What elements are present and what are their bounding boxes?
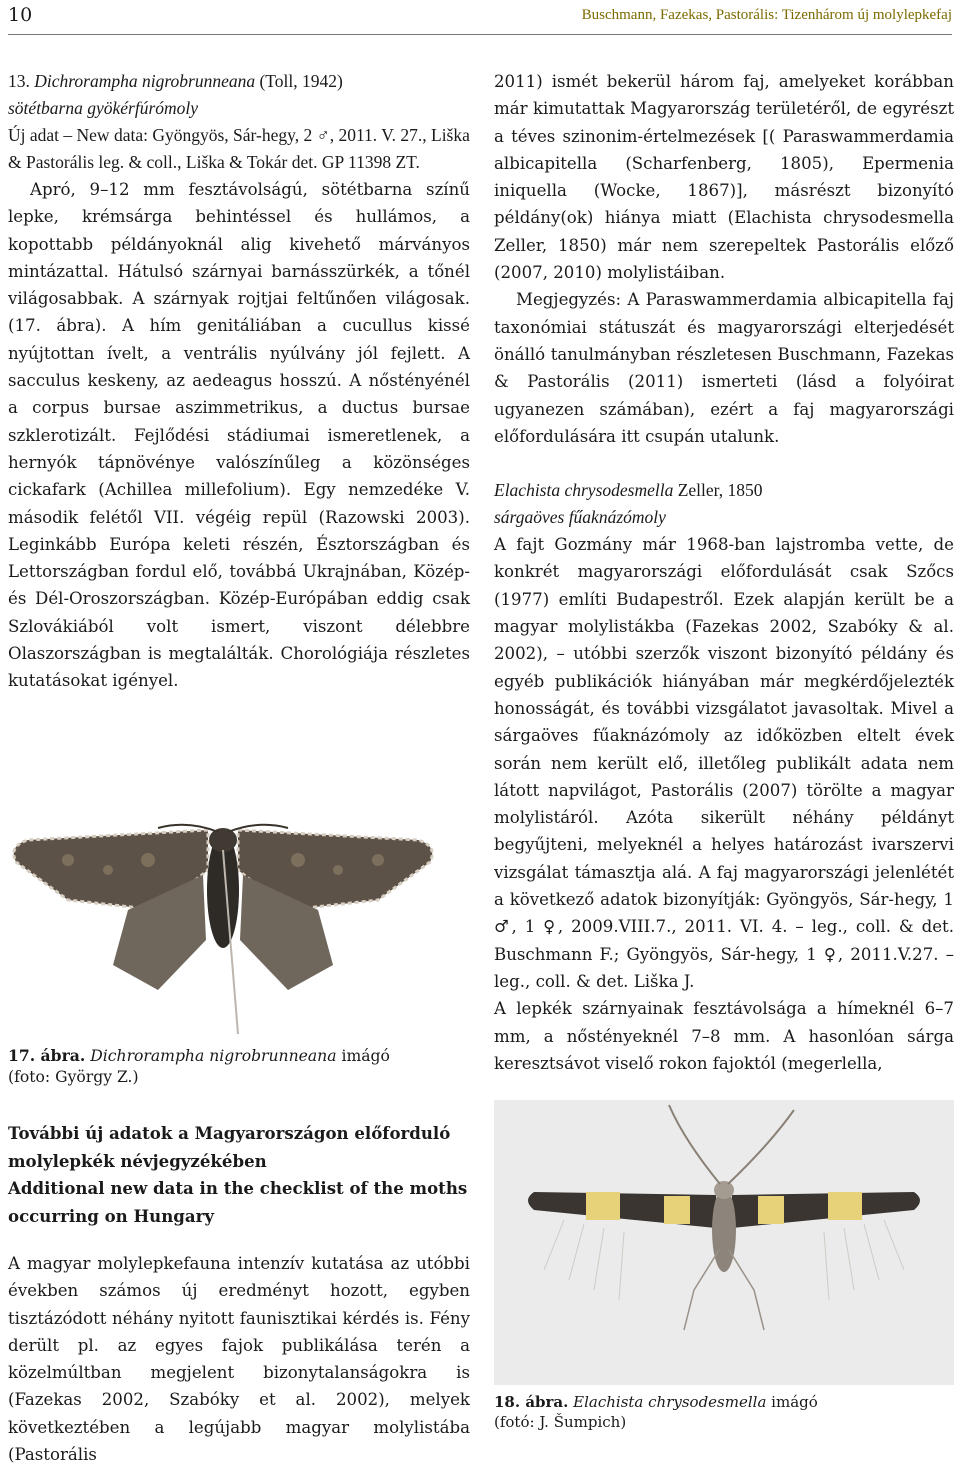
right-paragraph-1: 2011) ismét bekerül három faj, amelyeket korábban már kimutattak Magyarország területéről, de egyrészt a téves szinonim-értelmezések [( Paraswammerdamia albicapitella (Scharfenberg, 1805), Epermenia iniquella (Wocke, 1867)], másrészt bizonyító példány(ok) hiánya miatt (Elachista chrysodesmella Zeller, 1850) már nem szerepeltek Pastorális előző (2007, 2010) molylistáiban. bbox=[494, 72, 954, 283]
right-paragraph-4: A lepkék szárnyainak fesztávolsága a hímeknél 6–7 mm, a nőstényeknél 7–8 mm. A hasonlóan sárga keresztsávot viselő rokon fajoktól (megerlella, bbox=[494, 999, 954, 1073]
species-number: 13. bbox=[8, 71, 30, 91]
species-description: Apró, 9–12 mm fesztávolságú, sötétbarna színű lepke, krémsárga behintéssel és hullámos, a kopottabb példányoknál alig kivehető márványos mintázattal. Hátulsó szárnyai barnásszürkék, a tőnél világosabbak. A szárnyak rojtjai feltűnően világosak. (17. ábra). A hím genitáliában a cucullus kissé nyújtottan ívelt, a ventrális nyúlvány jól fejlett. A sacculus keskeny, az aedeagus hosszú. A nőstényénél a corpus bursae aszimmetrikus, a ductus bursae szklerotizált. Fejlődési stádiumai ismeretlenek, a hernyók tápnövénye valószínűleg a közönséges cickafark (Achillea millefolium). Egy nemzedéke V. második felétől VII. végéig repül (Razowski 2003). Leginkább Európa keleti részén, Észtországban és Lettországban fordul elő, továbbá Ukrajnában, Közép- és Dél-Oroszországban. Közép-Európában eddig csak Szlovákiából volt ismert, viszont délebbre Olaszországban is megtalálták. Chorológiája részletes kutatásokat igényel. bbox=[8, 180, 470, 691]
elachista-latin-name: Elachista chrysodesmella bbox=[494, 480, 674, 501]
page-number: 10 bbox=[8, 4, 33, 26]
figure-17-credit: (foto: György Z.) bbox=[8, 1068, 139, 1086]
elachista-common-name: sárgaöves fűaknázómoly bbox=[494, 507, 666, 528]
section-title-hu: További új adatok a Magyarországon előforduló molylepkék névjegyzékében bbox=[8, 1123, 451, 1171]
figure-17-label: 17. ábra. bbox=[8, 1046, 86, 1065]
right-paragraph-2: Megjegyzés: A Paraswammerdamia albicapitella faj taxonómiai státuszát és magyarországi elterjedését önálló tanulmányban részletesen Buschmann, Fazekas & Pastorális (2011) ismerteti (lásd a folyóirat ugyanezen számában), ezért a faj magyarországi előfordulására itt csupán utalunk. bbox=[494, 290, 954, 446]
section-heading bbox=[8, 1120, 470, 1230]
figure-18-credit: (fotó: J. Šumpich) bbox=[494, 1413, 627, 1431]
right-column bbox=[494, 68, 954, 1077]
figure-17-caption bbox=[8, 1045, 390, 1088]
moth-image-dichrorampha bbox=[8, 790, 438, 1035]
species-common-name: sötétbarna gyökérfúrómoly bbox=[8, 98, 199, 118]
species-new-data: Új adat – New data: Gyöngyös, Sár-hegy, 2 ♂, 2011. V. 27., Liška & Pastorális leg. & coll., Liška & Tokár det. GP 11398 ZT. bbox=[8, 125, 470, 172]
section-title-en: Additional new data in the checklist of the moths occurring on Hungary bbox=[8, 1178, 468, 1226]
figure-18-label: 18. ábra. bbox=[494, 1393, 569, 1411]
figure-18-suffix: imágó bbox=[766, 1393, 818, 1411]
header-rule bbox=[8, 34, 952, 35]
spacer bbox=[494, 450, 954, 477]
moth-image-elachista bbox=[494, 1100, 954, 1385]
section-body bbox=[8, 1250, 470, 1468]
species-author: (Toll, 1942) bbox=[259, 71, 343, 91]
figure-17-photo bbox=[8, 790, 438, 1035]
species-13-heading bbox=[8, 68, 470, 95]
figure-18-species: Elachista chrysodesmella bbox=[573, 1393, 767, 1411]
running-title: Buschmann, Fazekas, Pastorális: Tizenhárom új molylepkefaj bbox=[581, 7, 952, 23]
section-paragraph: A magyar molylepkefauna intenzív kutatása az utóbbi években számos új eredményt hozott, egyben tisztázódott néhány nyitott faunisztikai kérdés is. Fény derült pl. az egyes fajok publikálása terén a közelmúltban megjelent bizonytalanságokra is (Fazekas 2002, Szabóky et al. 2002), melyek következtében a legújabb magyar molylistába (Pastorális bbox=[8, 1254, 470, 1465]
figure-18-caption bbox=[494, 1392, 818, 1432]
left-column bbox=[8, 68, 470, 695]
species-heading-elachista bbox=[494, 477, 954, 504]
species-latin-name: Dichrorampha nigrobrunneana bbox=[34, 71, 256, 91]
elachista-author: Zeller, 1850 bbox=[677, 480, 763, 501]
figure-18-photo bbox=[494, 1100, 954, 1415]
figure-17-suffix: imágó bbox=[336, 1047, 390, 1065]
page-header bbox=[8, 0, 952, 34]
figure-17-species: Dichrorampha nigrobrunneana bbox=[90, 1047, 337, 1065]
right-paragraph-3: A fajt Gozmány már 1968-ban lajstromba vette, de konkrét magyarországi előfordulását csak Szőcs (1977) említi Budapestről. Ezek alapján került be a magyar molylistákba (Fazekas 2002, Szabóky & al. 2002), – utóbbi szerzők viszont bizonyító példány és egyéb publikációk hiányában már megkérdőjelezték honosságát, és további vizsgálatot javasoltak. Mivel a sárgaöves fűaknázómoly az időközben eltelt évek során nem került elő, illetőleg publikált adata nem látott napvilágot, Pastorális (2007) törölte a magyar molylistáról. Azóta sikerült néhány példányt begyűjteni, melyeknél a helyes határozást ivarszervi vizsgálat támasztja alá. A faj magyarországi jelenlétét a következő adatok bizonyítják: Gyöngyös, Sár-hegy, 1 ♂, 1 ♀, 2009.VIII.7., 2011. VI. 4. – leg., coll. & det. Buschmann F.; Gyöngyös, Sár-hegy, 1 ♀, 2011.V.27. – leg., coll. & det. Liška J. bbox=[494, 535, 954, 991]
